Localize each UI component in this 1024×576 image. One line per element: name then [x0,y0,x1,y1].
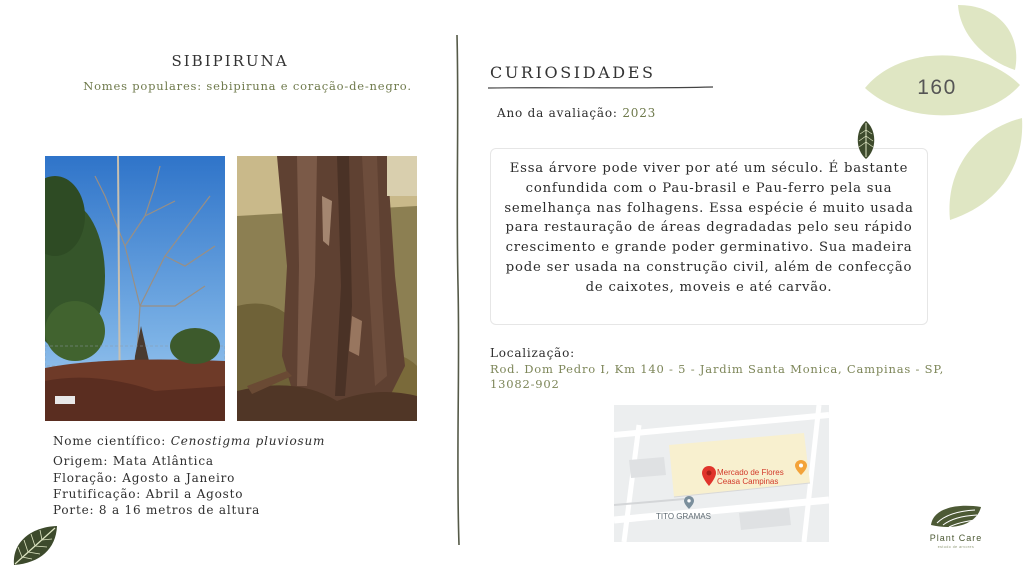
trunk-photo [237,156,417,421]
leaf-icon [10,523,60,568]
tree-photo [45,156,225,421]
map-pin-icon[interactable] [702,466,716,486]
map-pin-icon[interactable] [684,496,694,509]
evaluation-year: Ano da avaliação: 2023 [497,106,657,120]
location-label: Localização: [490,346,575,360]
map-place-label[interactable]: Mercado de Flores Ceasa Campinas [717,468,784,486]
map-poi-label[interactable]: TITO GRAMAS [656,512,711,521]
size: Porte: 8 a 16 metros de altura [53,503,261,517]
species-title: SIBIPIRUNA [171,52,289,70]
brand-name: Plant Care [929,533,983,543]
brand-tagline: estudo de arvores [937,545,975,549]
curiosities-title: CURIOSIDADES [490,63,656,82]
map-pin-icon[interactable] [795,460,807,475]
fruiting: Frutificação: Abril a Agosto [53,487,244,501]
location-address: Rod. Dom Pedro I, Km 140 - 5 - Jardim Santa Monica, Campinas - SP, 13082-902 [490,362,945,391]
location-map[interactable] [614,405,829,542]
scientific-name: Nome científico: Cenostigma pluviosum [53,434,326,448]
origin: Origem: Mata Atlântica [53,454,214,468]
column-divider [451,35,465,545]
title-underline [488,84,713,92]
curiosities-text: Essa árvore pode viver por até um século. É bastante confundida com o Pau-brasil e Pau-ferro pela sua semelhança nas folhagens. Essa espécie é muito usada para restauração de áreas degradadas pelo seu rápido crescimento e grande poder germinativo. Sua madeira pode ser usada na construção civil, além de confecção de caixotes, moveis e até carvão. [490,148,928,325]
page-number: 160 [917,76,957,99]
flowering: Floração: Agosto a Janeiro [53,471,236,485]
popular-names: Nomes populares: sebipiruna e coração-de-negro. [83,79,412,93]
leaf-icon [860,0,1024,225]
brand-logo [929,503,983,533]
